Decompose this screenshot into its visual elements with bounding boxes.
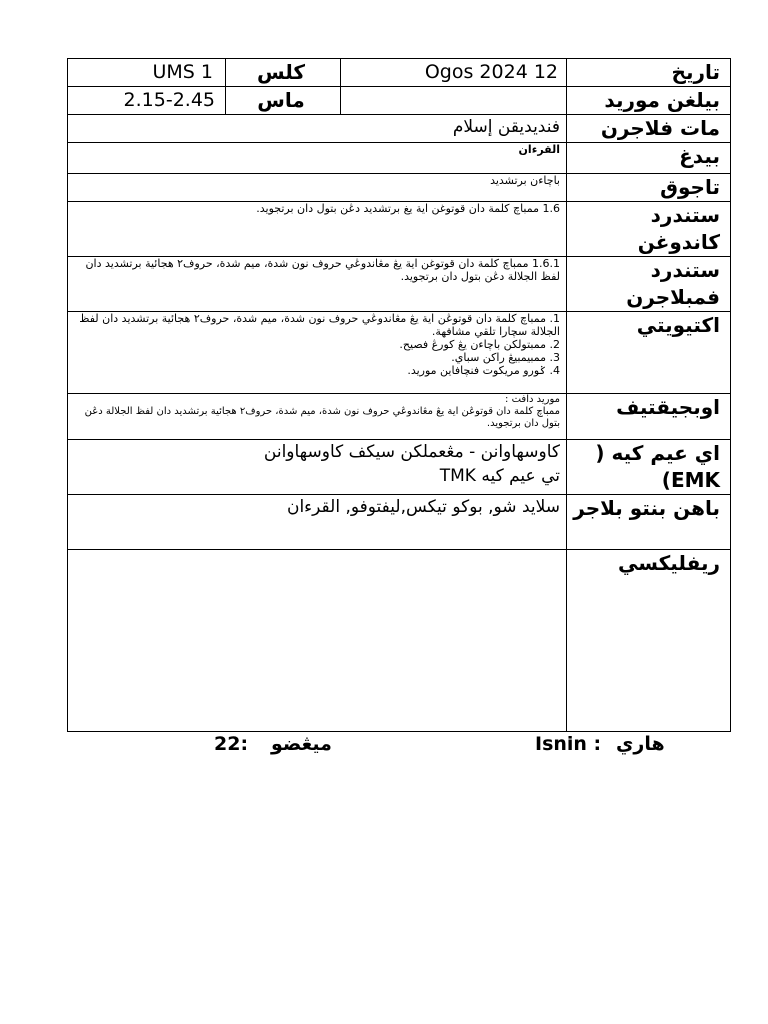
field-label: بيدغ <box>567 143 731 174</box>
objective-value <box>68 394 567 440</box>
materials-label: باهن بنتو بلاجر <box>567 495 731 550</box>
emk-value <box>68 440 567 495</box>
row-field <box>68 143 731 174</box>
activity-item: 3. ممبيمبيڠ راكن سباي. <box>451 351 560 364</box>
activities-value <box>68 312 567 394</box>
time-label: ماس <box>226 87 341 115</box>
day-value: Isnin : <box>535 733 602 755</box>
week-value: 22: <box>214 733 249 755</box>
topic-value: باچاءن برتشديد <box>68 174 567 202</box>
learning-standard-value: 1.6.1 ممباچ كلمة دان قوتوغن اية يڠ مڠاندوڠي حروف نون شدة، ميم شدة، حروف٢ هجائية برتشديد دان لفظ الجلالة دڠن بتول دان برتجويد. <box>68 257 567 312</box>
class-label: كلس <box>226 59 341 87</box>
objective-label: اوبجيقتيف <box>567 394 731 440</box>
row-reflection <box>68 550 731 732</box>
learning-standard-label: ستندرد فمبلاجرن <box>567 257 731 312</box>
row-activities <box>68 312 731 394</box>
row-content-standard <box>68 202 731 257</box>
row-topic <box>68 174 731 202</box>
row-materials <box>68 495 731 550</box>
pupils-value <box>341 87 567 115</box>
emk-value-line1: كاوسهاوانن - مڠعملكن سيكف كاوسهاوانن <box>263 442 560 462</box>
activity-item: 1. ممباچ كلمة دان قوتوڠن اية يڠ مڠاندوڠي حروف نون شدة، ميم شدة، حروف٢ هجائية برتشديد دان لفظ الجلالة سچارا تلقي مشافهة. <box>79 312 560 338</box>
date-label: تاريخ <box>567 59 731 87</box>
row-objective <box>68 394 731 440</box>
time-value: 2.15-2.45 <box>68 87 226 115</box>
activities-label: اكتيويتي <box>567 312 731 394</box>
row-learning-standard <box>68 257 731 312</box>
row-class-date <box>68 59 731 87</box>
emk-label-line1: اي عيم كيه ( <box>595 441 720 465</box>
objective-text: ممباچ كلمة دان قوتوڠن اية يڠ مڠاندوڠي حروف نون شدة، ميم شدة، حروف٢ هجائية برتشديد دان لفظ الجلالة دڠن بتول دان برتجويد. <box>84 406 560 429</box>
pupils-label: بيلغن موريد <box>567 87 731 115</box>
content-standard-label: ستندرد كاندوغن <box>567 202 731 257</box>
subject-label: مات فلاجرن <box>567 115 731 143</box>
week-label: ميڠضو <box>271 733 332 755</box>
objective-heading: موريد دافت : <box>505 394 560 405</box>
emk-label <box>567 440 731 495</box>
emk-label-line2: EMK) <box>661 468 720 492</box>
lesson-plan-table <box>67 58 731 732</box>
topic-label: تاجوق <box>567 174 731 202</box>
materials-value: سلايد شو, بوكو تيكس,ليفتوفو, القرءان <box>68 495 567 550</box>
content-standard-value: 1.6 ممباچ كلمة دان قوتوغن اية يغ برتشديد دڠن بتول دان برتجويد. <box>68 202 567 257</box>
row-time <box>68 87 731 115</box>
reflection-value <box>68 550 567 732</box>
activity-item: 4. ݢورو مريكوت فنچافاين موريد. <box>407 364 560 377</box>
date-value: Ogos 2024 12 <box>341 59 567 87</box>
emk-value-line2: تي عيم كيه TMK <box>439 466 560 486</box>
field-value: القرءان <box>68 143 567 174</box>
class-value: UMS 1 <box>68 59 226 87</box>
row-subject <box>68 115 731 143</box>
day-label: هاري <box>616 733 665 755</box>
activity-item: 2. ممبتولكن باچاءن يڠ كورڠ فصيح. <box>399 338 560 351</box>
row-emk <box>68 440 731 495</box>
reflection-label: ريفليكسي <box>567 550 731 732</box>
subject-value: فنديديقن إسلام <box>68 115 567 143</box>
